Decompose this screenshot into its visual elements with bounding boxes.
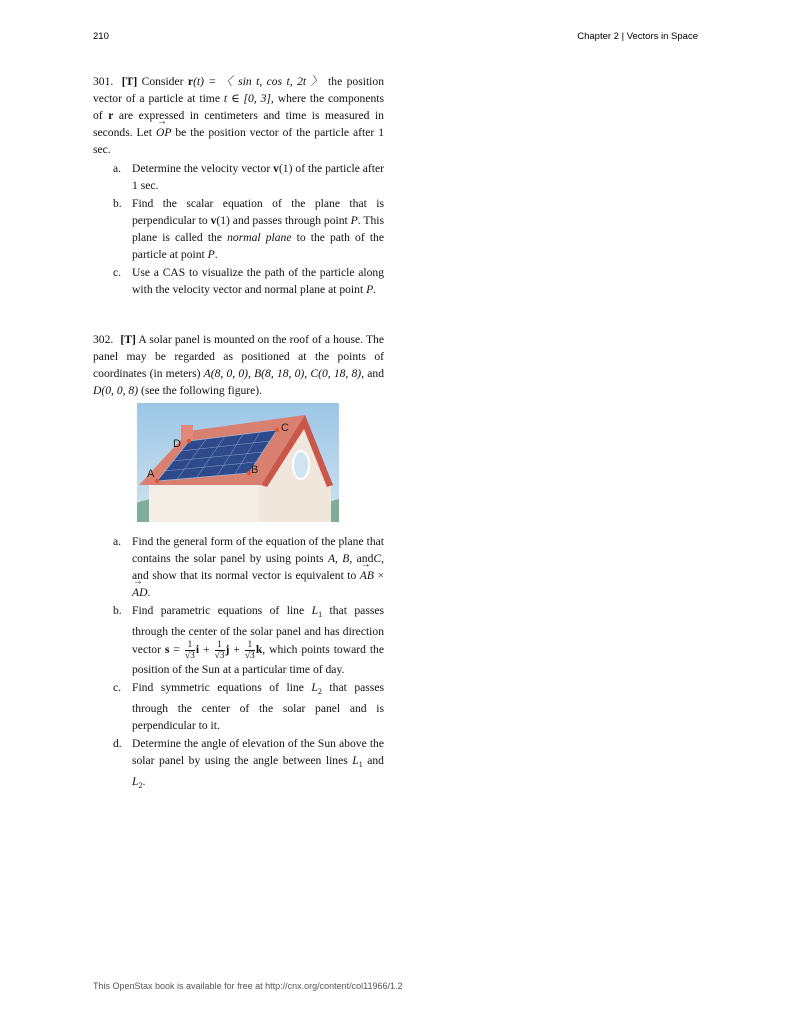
item-label: a. xyxy=(113,535,122,548)
item-label: a. xyxy=(113,162,122,175)
chimney xyxy=(181,425,193,441)
list-item xyxy=(93,264,384,298)
text: . xyxy=(142,775,146,788)
text: that passes through the center of the solar panel and has direction vector xyxy=(132,604,384,657)
tech-tag: [T] xyxy=(120,333,136,346)
emphasis: normal plane xyxy=(227,231,292,244)
math-expr: A, B, xyxy=(327,552,353,565)
math-expr: = xyxy=(173,643,180,657)
text: to the path of the particle at point xyxy=(132,231,384,261)
point-a: A(8, 0, 0), xyxy=(203,367,251,380)
denominator: √3 xyxy=(184,651,195,661)
unit-k: k xyxy=(255,643,263,657)
list-item xyxy=(93,602,384,678)
text: the position vector of a particle at time xyxy=(93,75,384,105)
text: Consider xyxy=(141,75,184,88)
list-item xyxy=(93,160,384,194)
text: and passes through point xyxy=(232,214,348,227)
label-c: C xyxy=(281,422,289,434)
text: Use a CAS to visualize the path of the particle along with the velocity vector and normal plane at point xyxy=(132,266,384,296)
text: Determine the velocity vector xyxy=(132,162,271,175)
text: of the particle after xyxy=(295,162,385,175)
text: . xyxy=(373,283,377,296)
unit-j: j xyxy=(225,643,230,657)
point-c-marker xyxy=(275,428,279,432)
text: Find the general form of the equation of the plane that contains the solar panel by using points xyxy=(132,535,384,565)
vector-ab: → AB xyxy=(360,567,374,584)
subscript: 2 xyxy=(138,781,143,790)
line-l: L xyxy=(311,604,319,617)
text: A solar panel is mounted on the roof of a house. The panel may be regarded as positioned at the points of coordinates (in meters) xyxy=(93,333,384,380)
vector-r: r xyxy=(187,75,194,88)
fraction xyxy=(215,640,225,661)
problem-301-parts xyxy=(93,160,384,298)
page-number: 210 xyxy=(93,31,109,42)
point-p: P xyxy=(207,248,215,261)
point-p: P xyxy=(366,283,374,296)
text: , xyxy=(262,643,266,657)
point-c: C(0, 18, 8), xyxy=(310,367,365,380)
vector-op: → OP xyxy=(156,124,171,141)
text: which points toward the position of the Sun at a particular time of day. xyxy=(132,643,384,676)
text: and xyxy=(367,754,384,767)
problem-number: 302. xyxy=(93,333,114,346)
unit-i: i xyxy=(195,643,200,657)
line-l: L xyxy=(311,681,318,694)
label-a: A xyxy=(147,468,155,480)
text: and xyxy=(356,552,374,565)
label-b: B xyxy=(251,464,259,476)
text: be the position vector of the particle after xyxy=(175,126,375,139)
tech-tag: [T] xyxy=(121,75,138,88)
point-a-marker xyxy=(155,479,159,483)
fraction xyxy=(185,640,195,661)
numerator: 1 xyxy=(215,640,225,651)
item-label: c. xyxy=(113,681,122,694)
problem-301-statement xyxy=(93,73,384,158)
math-expr: 1 xyxy=(132,179,138,192)
line-l: L xyxy=(132,775,139,788)
denominator: √3 xyxy=(214,651,225,661)
math-expr: × xyxy=(377,569,385,582)
text: and show that its normal vector is equivalent to xyxy=(132,569,357,582)
vector-ad: → AD xyxy=(132,584,147,601)
round-window xyxy=(293,451,309,479)
item-label: b. xyxy=(113,604,122,617)
math-expr: + xyxy=(203,643,210,657)
solar-panel-house-figure xyxy=(137,403,339,522)
list-item xyxy=(93,533,384,601)
point-d-marker xyxy=(187,439,191,443)
vector-v: v xyxy=(210,214,217,227)
vector-r: r xyxy=(108,109,114,122)
text: . xyxy=(357,214,361,227)
item-label: d. xyxy=(113,737,122,750)
math-expr: t ∈ [0, 3], xyxy=(223,92,274,105)
item-label: b. xyxy=(113,197,122,210)
vector-v: v xyxy=(273,162,279,175)
text: This plane is called the xyxy=(132,214,384,244)
subscript: 2 xyxy=(317,687,322,696)
item-label: c. xyxy=(113,266,122,279)
chapter-title: Chapter 2 | Vectors in Space xyxy=(577,31,698,42)
line-l: L xyxy=(352,754,359,767)
numerator: 1 xyxy=(245,640,255,651)
list-item xyxy=(93,195,384,263)
list-item xyxy=(93,679,384,734)
subscript: 1 xyxy=(318,610,323,619)
text: that passes through the center of the solar panel and is perpendicular to it. xyxy=(132,681,384,732)
denominator: √3 xyxy=(244,651,255,661)
text: Find parametric equations of line xyxy=(132,604,305,617)
fraction xyxy=(245,640,255,661)
point-d: D(0, 0, 8) xyxy=(93,384,139,397)
point-b: B(8, 18, 0), xyxy=(254,367,308,380)
text: Find the scalar equation of the plane that is perpendicular to xyxy=(132,197,384,227)
problem-302-parts xyxy=(93,533,384,794)
text: sec. xyxy=(93,143,111,156)
vector-s: s xyxy=(164,643,170,657)
text: . xyxy=(214,248,218,261)
list-item xyxy=(93,735,384,794)
problem-301 xyxy=(93,73,384,299)
text: where the components of xyxy=(93,92,385,122)
text: (see the following figure). xyxy=(141,384,263,397)
text: Find symmetric equations of line xyxy=(132,681,304,694)
math-expr: + xyxy=(233,643,240,657)
math-expr: (t) = 〈 sin t, cos t, 2t 〉 xyxy=(193,75,324,88)
math-expr: C, xyxy=(373,552,385,565)
numerator: 1 xyxy=(185,640,195,651)
text: are expressed in centimeters and time is measured in seconds. Let xyxy=(93,109,384,139)
point-p: P xyxy=(350,214,358,227)
subscript: 1 xyxy=(358,760,363,769)
problem-302 xyxy=(93,331,384,795)
math-expr: (1) xyxy=(278,162,293,175)
label-d: D xyxy=(173,438,181,450)
text: Determine the angle of elevation of the Sun above the solar panel by using the angle between lines xyxy=(132,737,384,767)
house-front-wall xyxy=(149,485,259,522)
text: sec. xyxy=(140,179,159,192)
footer-note: This OpenStax book is available for free at http://cnx.org/content/col11966/1.2 xyxy=(93,981,403,991)
problem-number: 301. xyxy=(93,75,114,88)
text: . xyxy=(147,586,151,599)
math-expr: (1) xyxy=(216,214,230,227)
math-expr: 1 xyxy=(378,126,384,139)
problem-302-statement xyxy=(93,331,384,399)
text: and xyxy=(367,367,384,380)
